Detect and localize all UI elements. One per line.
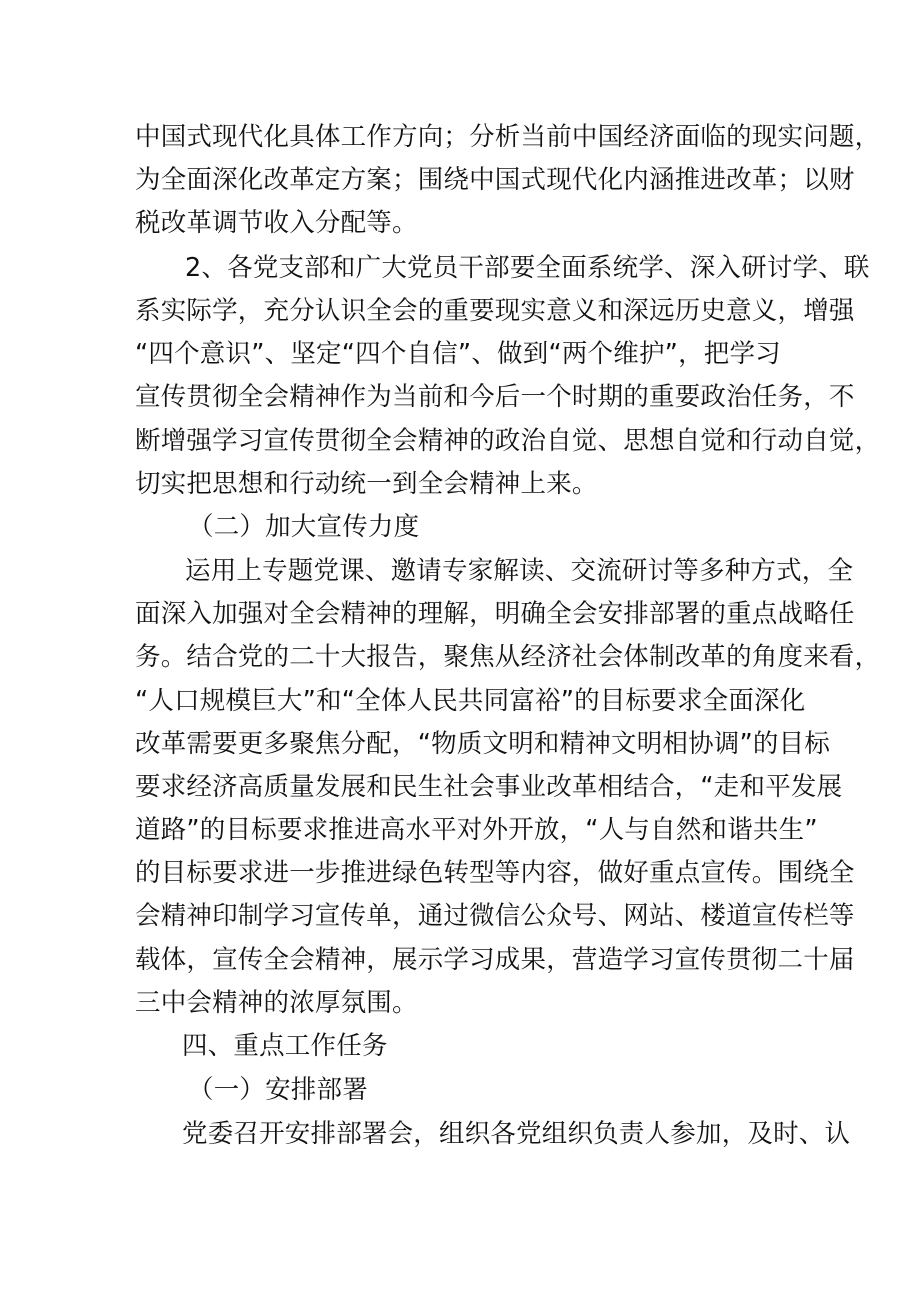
subsection-heading: （一）安排部署 — [188, 1075, 368, 1105]
text-line: 改革需要更多聚焦分配，“物质文明和精神文明相协调”的目标 — [135, 729, 831, 759]
text-line: 的目标要求进一步推进绿色转型等内容，做好重点宣传。围绕全 — [135, 858, 855, 888]
text-line: 为全面深化改革定方案；围绕中国式现代化内涵推进改革；以财 — [135, 165, 855, 195]
numbered-paragraph-start: 2、各党支部和广大党员干部要全面系统学、深入研讨学、联 — [185, 253, 870, 283]
text-line: 道路”的目标要求推进高水平对外开放，“人与自然和谐共生” — [135, 815, 818, 845]
text-line: 税改革调节收入分配等。 — [135, 208, 418, 238]
text-line: 面深入加强对全会精神的理解，明确全会安排部署的重点战略任 — [135, 599, 855, 629]
text-line: 切实把思想和行动统一到全会精神上来。 — [135, 469, 598, 499]
text-line: 要求经济高质量发展和民生社会事业改革相结合，“走和平发展 — [135, 772, 843, 802]
section-heading: （二）加大宣传力度 — [188, 512, 420, 542]
paragraph-start: 党委召开安排部署会，组织各党组织负责人参加，及时、认 — [182, 1119, 851, 1149]
text-line: 中国式现代化具体工作方向；分析当前中国经济面临的现实问题， — [135, 122, 881, 152]
text-line: 系实际学，充分认识全会的重要现实意义和深远历史意义，增强 — [135, 296, 855, 326]
text-line: 会精神印制学习宣传单，通过微信公众号、网站、楼道宣传栏等 — [135, 901, 855, 931]
text-line: 三中会精神的浓厚氛围。 — [135, 988, 418, 1018]
section-heading: 四、重点工作任务 — [182, 1031, 388, 1061]
text-line: 断增强学习宣传贯彻全会精神的政治自觉、思想自觉和行动自觉， — [135, 426, 881, 456]
text-line: 载体，宣传全会精神，展示学习成果，营造学习宣传贯彻二十届 — [135, 945, 855, 975]
text-line: “四个意识”、坚定“四个自信”、做到“两个维护”，把学习 — [135, 339, 781, 369]
paragraph-start: 运用上专题党课、邀请专家解读、交流研讨等多种方式，全 — [185, 556, 854, 586]
text-line: 宣传贯彻全会精神作为当前和今后一个时期的重要政治任务，不 — [135, 382, 855, 412]
text-line: 务。结合党的二十大报告，聚焦从经济社会体制改革的角度来看， — [135, 642, 881, 672]
text-line: “人口规模巨大”和“全体人民共同富裕”的目标要求全面深化 — [135, 686, 806, 716]
